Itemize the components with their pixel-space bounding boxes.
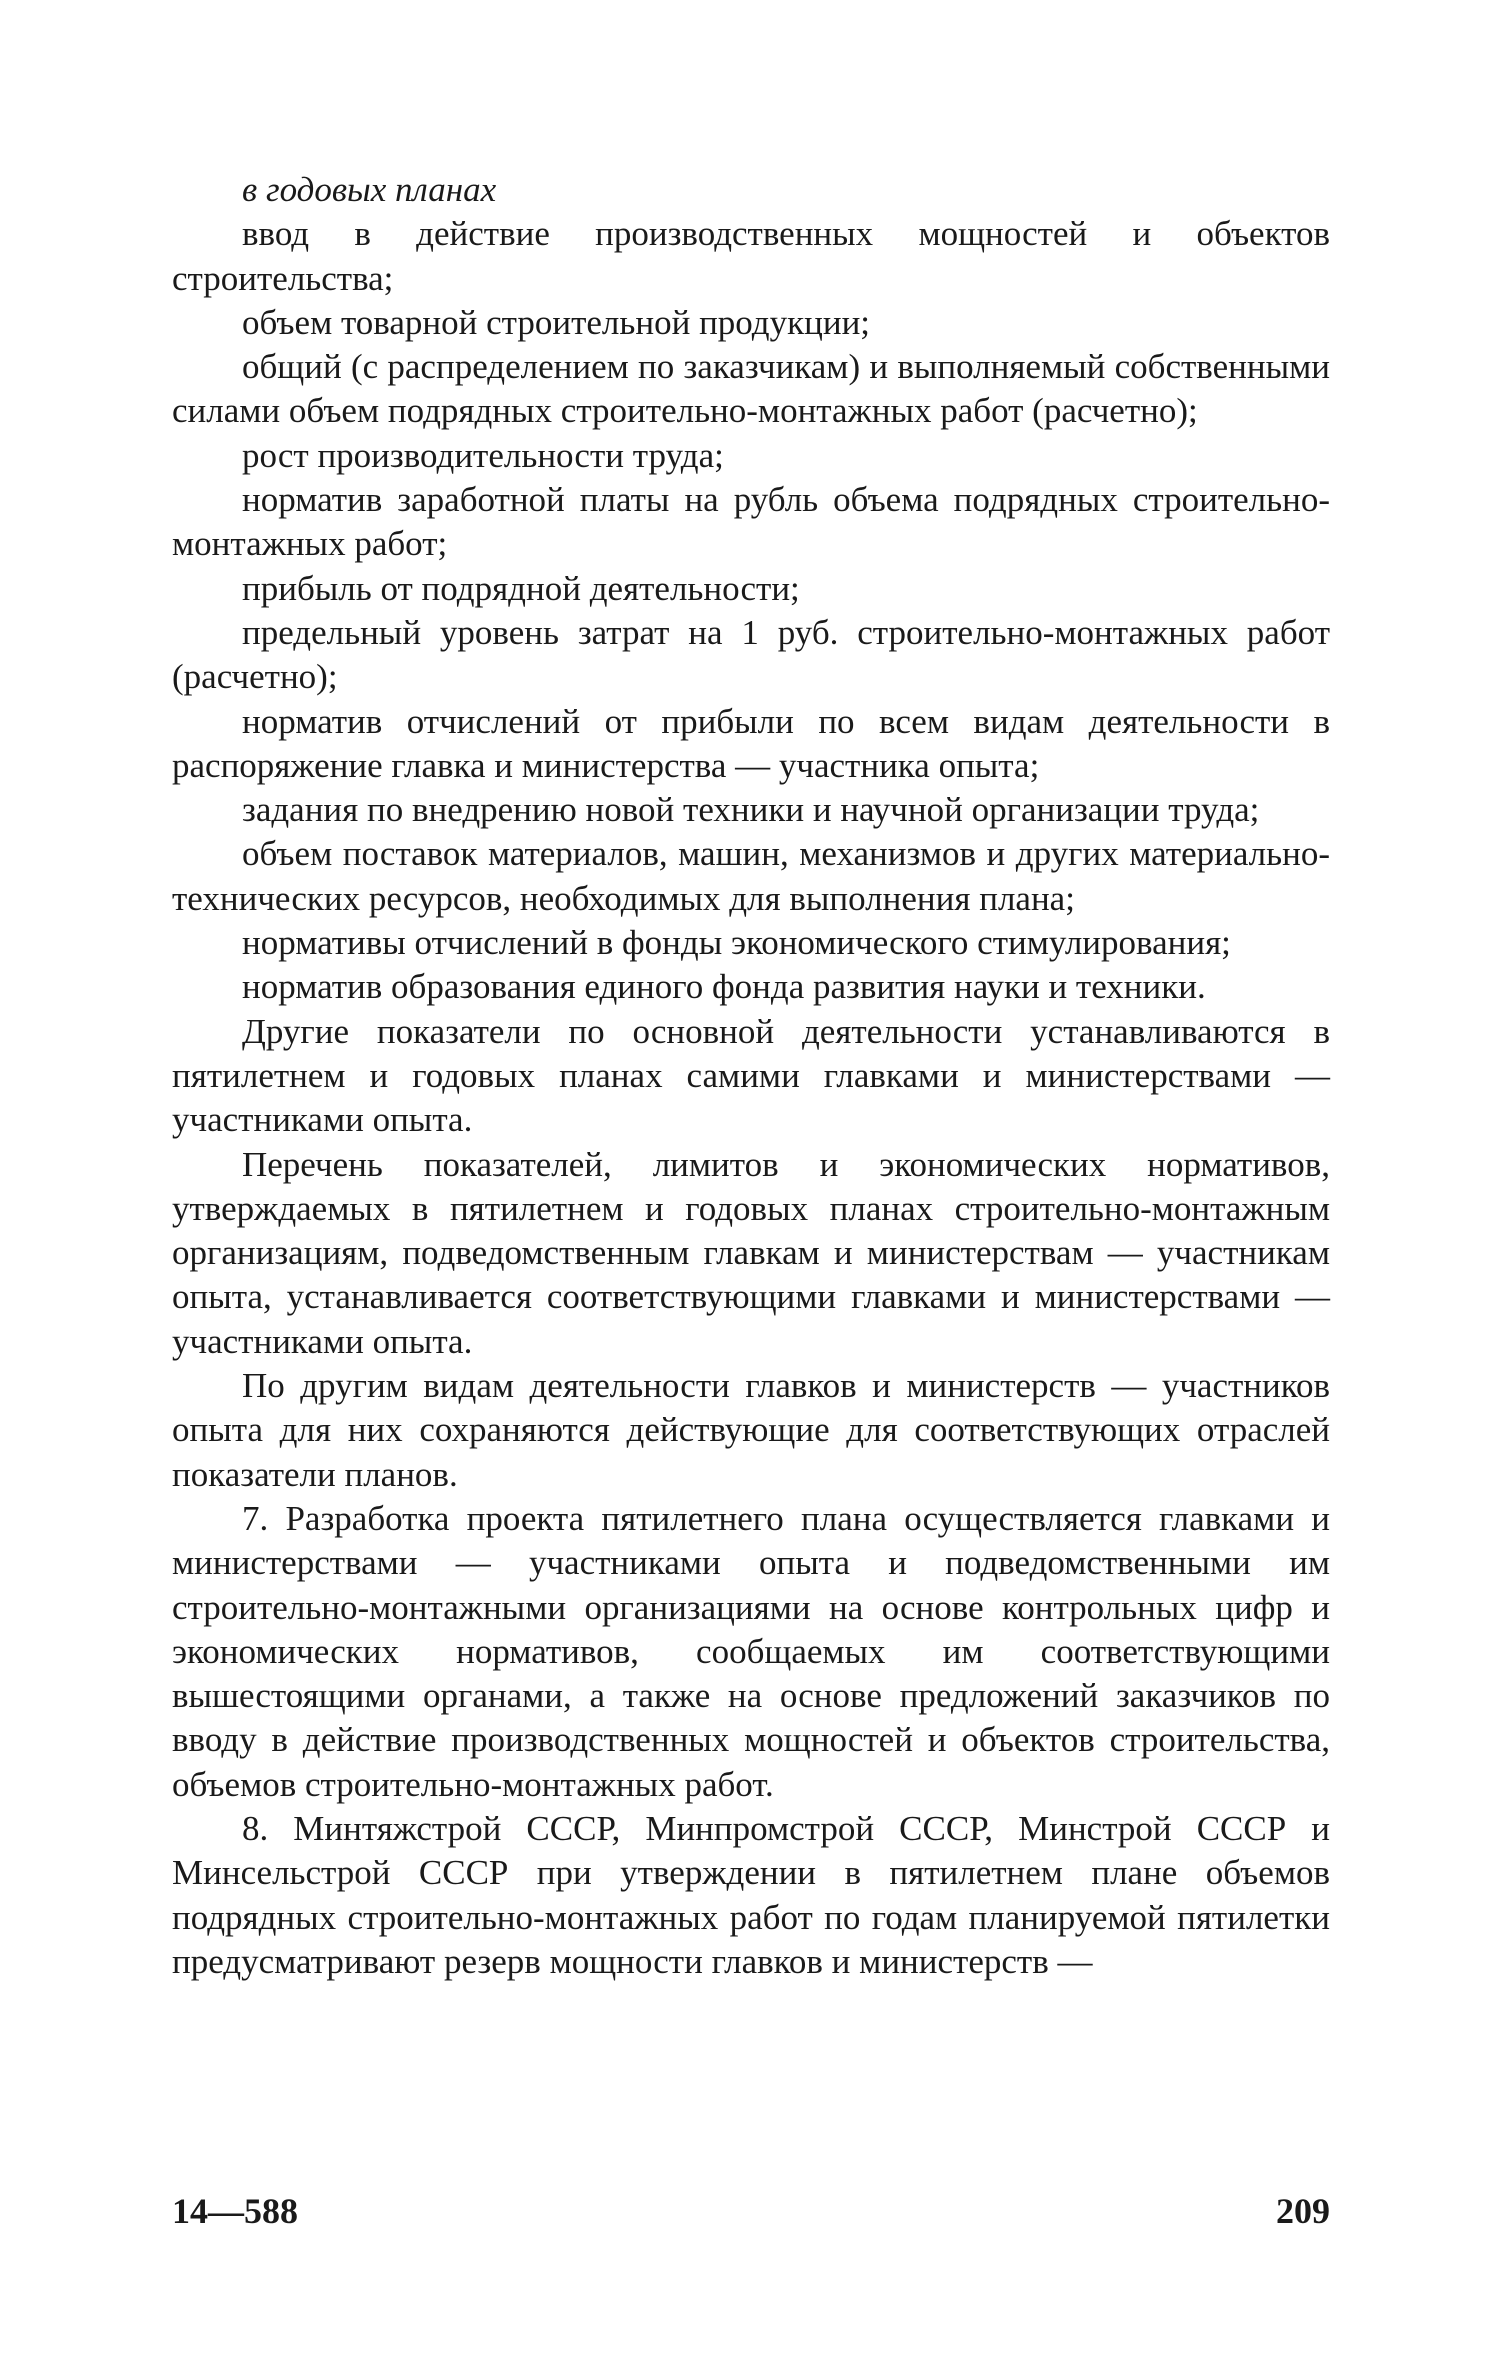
- paragraph-7: предельный уровень затрат на 1 руб. строительно-монтажных работ (расчетно);: [172, 612, 1330, 697]
- paragraph-14: Перечень показателей, лимитов и экономических нормативов, утверждаемых в пятилетнем и годовых планах строительно-монтажным организациям, подведомственным главкам и министерствам — участникам опыта, устанавливается соответствующими главками и министерствами — участниками опыта.: [172, 1144, 1330, 1361]
- signature-mark: 14—588: [172, 2191, 298, 2231]
- paragraph-6: прибыль от подрядной деятельности;: [242, 568, 800, 608]
- paragraph-17: 8. Минтяжстрой СССР, Минпромстрой СССР, Минстрой СССР и Минсельстрой СССР при утверждении в пятилетнем плане объемов подрядных строительно-монтажных работ по годам планируемой пятилетки предусматривают резерв мощности главков и министерств —: [172, 1808, 1330, 1981]
- paragraph-11: нормативы отчислений в фонды экономического стимулирования;: [242, 923, 1231, 963]
- paragraph-3: общий (с распределением по заказчикам) и выполняемый собственными силами объем подрядных строительно-монтажных работ (расчетно);: [172, 347, 1330, 431]
- paragraph-12: норматив образования единого фонда развития науки и техники.: [242, 967, 1206, 1007]
- paragraph-2: объем товарной строительной продукции;: [242, 302, 871, 342]
- paragraph-15: По другим видам деятельности главков и министерств — участников опыта для них сохраняются действующие для соответствующих отраслей показатели планов.: [172, 1366, 1330, 1494]
- paragraph-1: ввод в действие производственных мощностей и объектов строительства;: [172, 214, 1330, 298]
- paragraph-4: рост производительности труда;: [242, 435, 724, 475]
- paragraph-13: Другие показатели по основной деятельности устанавливаются в пятилетнем и годовых планах самими главками и министерствами — участниками опыта.: [172, 1011, 1330, 1140]
- paragraph-9: задания по внедрению новой техники и научной организации труда;: [242, 790, 1260, 830]
- paragraph-16: 7. Разработка проекта пятилетнего плана осуществляется главками и министерствами — участниками опыта и подведомственными им строительно-монтажными организациями на основе контрольных цифр и экономических нормативов, сообщаемых им соответствующими вышестоящими органами, а также на основе предложений заказчиков по вводу в действие производственных мощностей и объектов строительства, объемов строительно-монтажных работ.: [172, 1498, 1330, 1804]
- paragraph-8: норматив отчислений от прибыли по всем видам деятельности в распоряжение главка и министерства — участника опыта;: [172, 701, 1330, 785]
- section-heading: в годовых планах: [242, 170, 497, 209]
- page-number: 209: [1276, 2191, 1330, 2231]
- paragraph-10: объем поставок материалов, машин, механизмов и других материально-технических ресурсов, необходимых для выполнения плана;: [172, 834, 1330, 918]
- page-footer: [172, 2190, 1330, 2232]
- paragraph-5: норматив заработной платы на рубль объема подрядных строительно-монтажных работ;: [172, 480, 1330, 564]
- page-body: [172, 168, 1330, 1984]
